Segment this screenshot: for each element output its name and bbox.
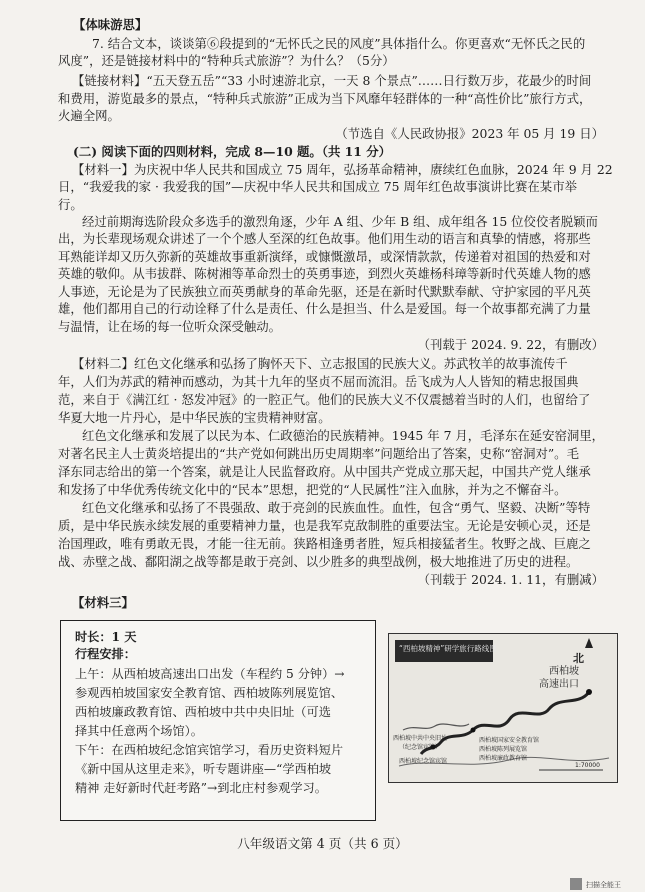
venue-marker xyxy=(471,728,476,733)
map-venue-label: 西柏坡廉政教育馆 xyxy=(479,755,528,762)
material-2-line: 泽东同志给出的第一个答案，就是让人民监督政府。从中国共产党成立那天起，中国共产党人继承 xyxy=(58,464,591,479)
qr-code-icon xyxy=(570,878,582,890)
section-title: 【体味游思】 xyxy=(73,17,148,32)
material-2-line: 对著名民主人士黄炎培提出的“共产党如何跳出历史周期率”问题给出了答案，史称“窑洞对”。毛 xyxy=(58,446,579,461)
material-1-line: 雄，他们都用自己的行动诠释了什么是责任、什么是担当、什么是爱国。每一个故事都充满了力量 xyxy=(58,301,591,316)
itinerary-box xyxy=(60,620,376,821)
material-1-source: （刊载于 2024. 9. 22，有删改） xyxy=(417,337,604,352)
itinerary-line: 上午：从西柏坡高速出口出发（车程约 5 分钟）→ xyxy=(75,667,345,681)
river-line xyxy=(403,724,469,730)
itinerary-schedule-label: 行程安排： xyxy=(75,647,136,661)
link-material-line-2: 和费用，游览最多的景点，“特种兵式旅游”正成为当下风靡年轻群体的一种“高性价比”旅行方式， xyxy=(58,91,592,106)
material-2-line: 【材料二】红色文化继承和弘扬了胸怀天下、立志报国的民族大义。苏武牧羊的故事流传千 xyxy=(72,356,568,371)
material-2-source: （刊载于 2024. 1. 11，有删减） xyxy=(417,572,604,587)
material-2-line: 战、赤壁之战、鄱阳湖之战等都是敢于亮剑、以少胜多的典型战例，极大地推进了历史的进程。 xyxy=(58,554,579,569)
map-venue-label: 西柏坡陈列展览馆 xyxy=(479,746,528,753)
itinerary-line: 参观西柏坡国家安全教育馆、西柏坡陈列展览馆、 xyxy=(75,686,344,700)
material-1-line: 与温情，让在场的每一位听众深受触动。 xyxy=(58,319,282,334)
exit-marker xyxy=(586,689,592,695)
watermark-logo: 扫描全能王 xyxy=(586,881,621,889)
question-7-line-2: 风度”，还是链接材料中的“特种兵式旅游”？为什么？（5分） xyxy=(58,53,395,68)
map-venue-label: 西柏坡国家安全教育馆 xyxy=(479,737,540,744)
map-exit-label: 高速出口 xyxy=(539,679,579,690)
material-1-line: 耳熟能详却又历久弥新的英雄故事重新演绎，或慷慨激昂，或深情款款，传递着对祖国的热爱和对 xyxy=(58,249,591,264)
question-7-line-1: 7. 结合文本，谈谈第⑥段提到的“无怀氏之民的风度”具体指什么。你更喜欢“无怀氏之民的 xyxy=(92,36,586,51)
material-2-line: 华夏大地一片丹心，是中华民族的宝贵精神财富。 xyxy=(58,410,331,425)
material-1-line: 日，“我爱我的家 · 我爱我的国”—庆祝中华人民共和国成立 75 周年红色故事演讲比赛在某市举 xyxy=(58,179,577,194)
itinerary-line: 下午：在西柏坡纪念馆宾馆学习，看历史资料短片 xyxy=(75,743,344,757)
material-2-line: 质，是中华民族永续发展的重要精神力量，也是我军克敌制胜的重要法宝。无论是安顿心灵，还是 xyxy=(58,518,591,533)
material-2-line: 红色文化继承和弘扬了不畏强敌、敢于亮剑的民族血性。血性，包含“勇气、坚毅、决断”等特 xyxy=(82,500,591,515)
itinerary-line: 西柏坡廉政教育馆、西柏坡中共中央旧址（可选 xyxy=(75,705,331,719)
material-2-line: 范，来自于《满江红 · 怒发冲冠》的一腔正气。他们的民族大义不仅震撼着当时的人们，也留给了 xyxy=(58,392,591,407)
map-scale: 1:70000 xyxy=(575,762,600,769)
map-venue-label: 西柏坡纪念馆宾馆 xyxy=(399,758,448,765)
material-1-line: 经过前期海选阶段众多选手的激烈角逐，少年 A 组、少年 B 组、成年组各 15 位佼佼者脱颖而 xyxy=(82,214,598,229)
itinerary-line: 择其中任意两个场馆）。 xyxy=(75,724,203,738)
map-venue-label: 西柏坡中共中央旧址 xyxy=(393,735,448,742)
question-7-source: （节选自《人民政协报》2023 年 05 月 19 日） xyxy=(335,126,604,141)
material-3-title: 【材料三】 xyxy=(72,595,134,610)
material-2-line: 治国理政，唯有勇敢无畏，才能一往无前。狭路相逢勇者胜，短兵相接猛者生。牧野之战、巨鹿之 xyxy=(58,536,591,551)
page-footer: 八年级语文第 4 页（共 6 页） xyxy=(237,836,408,851)
map-north-label: 北 xyxy=(573,652,584,665)
itinerary-line: 精神 走好新时代赶考路”→到北庄村参观学习。 xyxy=(75,781,327,795)
material-1-line: 人事迹，无论是为了民族独立而英勇献身的革命先驱，还是在新时代默默奉献、守护家园的平凡英 xyxy=(58,284,591,299)
itinerary-line: 《新中国从这里走来》，听专题讲座—“学西柏坡 xyxy=(75,762,332,776)
itinerary-duration: 时长：1 天 xyxy=(75,630,137,644)
material-1-line: 行。 xyxy=(58,197,83,212)
material-2-line: 年，人们为苏武的精神而感动，为其十九年的坚贞不屈而流泪。岳飞成为人人皆知的精忠报国典 xyxy=(58,374,579,389)
map-title: “西柏坡精神”研学旅行路线图 xyxy=(399,644,497,653)
material-2-line: 红色文化继承和发展了以民为本、仁政德治的民族精神。1945 年 7 月，毛泽东在延安窑洞里， xyxy=(82,428,605,443)
material-1-line: 【材料一】为庆祝中华人民共和国成立 75 周年，弘扬革命精神，赓续红色血脉，2024 年 9 月 22 xyxy=(72,162,613,177)
north-arrow-icon xyxy=(585,638,593,648)
link-material-line-3: 火遍全网。 xyxy=(58,108,120,123)
map-exit-label: 西柏坡 xyxy=(549,666,579,677)
route-map xyxy=(388,633,618,783)
material-2-line: 和发扬了中华优秀传统文化中的“民本”思想，把党的“人民属性”注入血脉，并为之不懈奋斗。 xyxy=(58,482,567,497)
material-1-line: 出，为长辈现场观众讲述了一个个感人至深的红色故事。他们用生动的语言和真挚的情感，将那些 xyxy=(58,231,591,246)
map-venue-label: （纪念馆宾馆） xyxy=(399,744,442,751)
link-material-line-1: 【链接材料】“五天登五岳”“33 小时速游北京，一天 8 个景点”……日行数万步，花最少的时间 xyxy=(72,73,592,88)
material-1-line: 英雄的敬仰。从韦拔群、陈树湘等革命烈士的英勇事迹，到烈火英雄杨科璋等新时代英雄人物的感 xyxy=(58,266,591,281)
part-2-heading: (二) 阅读下面的四则材料，完成 8—10 题。（共 11 分） xyxy=(73,144,392,159)
